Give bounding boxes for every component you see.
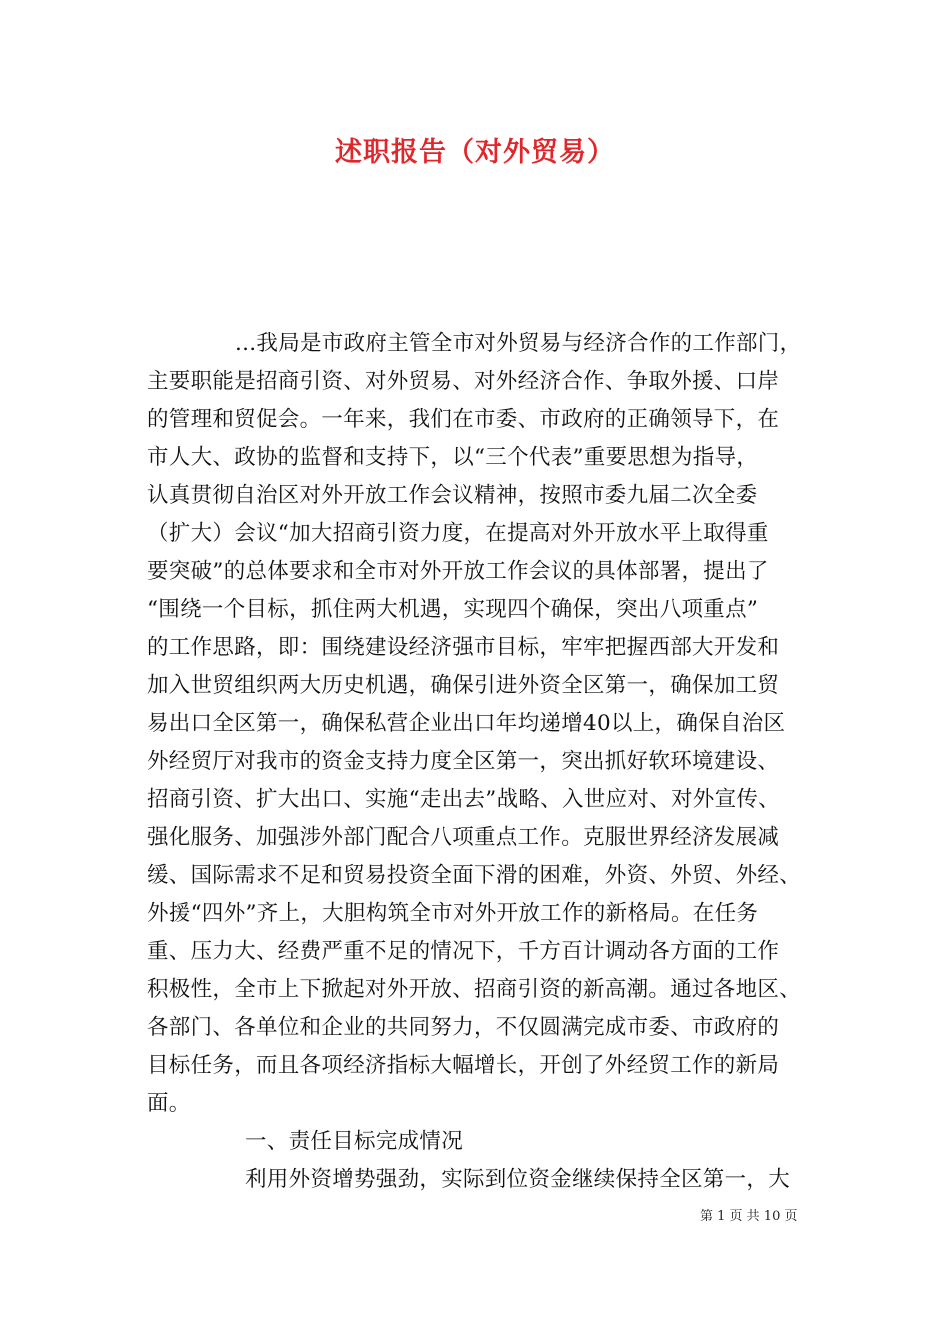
body-line: 积极性，全市上下掀起对外开放、招商引资的新高潮。通过各地区、	[147, 977, 802, 1002]
body-line: 市人大、政协的监督和支持下，以“三个代表”重要思想为指导，	[147, 445, 759, 470]
section-heading: 一、责任目标完成情况	[245, 1129, 464, 1154]
body-line: 的工作思路，即：围绕建设经济强市目标，牢牢把握西部大开发和	[147, 635, 780, 660]
body-line: 各部门、各单位和企业的共同努力，不仅圆满完成市委、市政府的	[147, 1015, 780, 1040]
body-line: 认真贯彻自治区对外开放工作会议精神，按照市委九届二次全委	[147, 483, 758, 508]
body-line: 外援“四外”齐上，大胆构筑全市对外开放工作的新格局。在任务	[147, 901, 759, 926]
body-line: “围绕一个目标，抓住两大机遇，实现四个确保，突出八项重点”	[147, 597, 759, 622]
body-line: 强化服务、加强涉外部门配合八项重点工作。克服世界经济发展减	[147, 825, 780, 850]
body-line: 招商引资、扩大出口、实施“走出去”战略、入世应对、对外宣传、	[147, 787, 780, 812]
body-line: （扩大）会议“加大招商引资力度，在提高对外开放水平上取得重	[147, 521, 769, 546]
body-line: 加入世贸组织两大历史机遇，确保引进外资全区第一，确保加工贸	[147, 673, 780, 698]
body-line: 主要职能是招商引资、对外贸易、对外经济合作、争取外援、口岸	[147, 369, 780, 394]
body-line: 缓、国际需求不足和贸易投资全面下滑的困难，外资、外贸、外经、	[147, 863, 802, 888]
body-line: ...我局是市政府主管全市对外贸易与经济合作的工作部门，	[235, 331, 802, 356]
page-number-footer: 第 1 页 共 10 页	[700, 1209, 798, 1224]
body-line: 外经贸厅对我市的资金支持力度全区第一，突出抓好软环境建设、	[147, 749, 780, 774]
body-line: 面。	[147, 1091, 191, 1116]
document-title: 述职报告（对外贸易）	[335, 137, 615, 168]
document-body	[147, 325, 847, 1199]
body-line: 的管理和贸促会。一年来，我们在市委、市政府的正确领导下，在	[147, 407, 780, 432]
body-line: 要突破”的总体要求和全市对外开放工作会议的具体部署，提出了	[147, 559, 769, 584]
body-line: 重、压力大、经费严重不足的情况下，千方百计调动各方面的工作	[147, 939, 780, 964]
body-line: 目标任务，而且各项经济指标大幅增长，开创了外经贸工作的新局	[147, 1053, 780, 1078]
body-line: 易出口全区第一，确保私营企业出口年均递增40以上，确保自治区	[147, 711, 786, 736]
body-line: 利用外资增势强劲，实际到位资金继续保持全区第一，大	[245, 1167, 791, 1192]
